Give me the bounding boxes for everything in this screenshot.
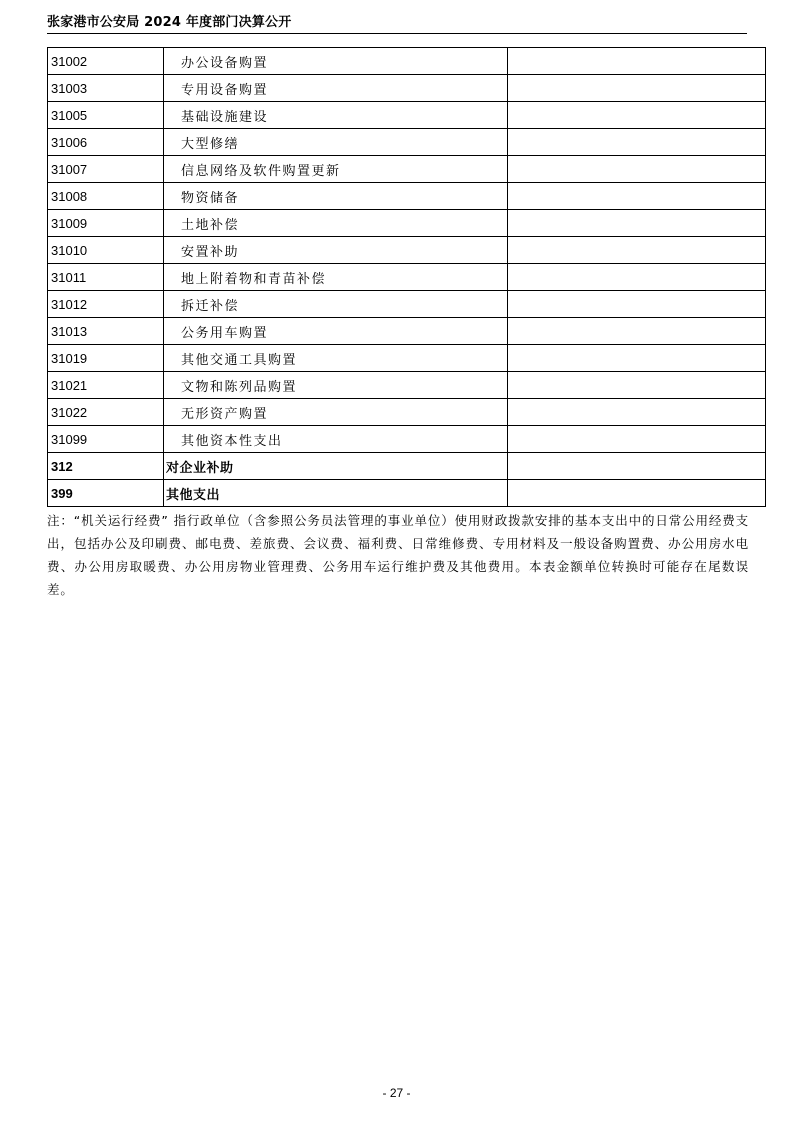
row-name: 文物和陈列品购置 [164,372,508,399]
row-amount [508,75,766,102]
table-row [48,210,766,237]
row-amount [508,237,766,264]
row-code: 31011 [48,264,164,291]
row-code: 31009 [48,210,164,237]
row-name: 其他资本性支出 [164,426,508,453]
table-row [48,291,766,318]
row-code: 312 [48,453,164,480]
row-name: 其他交通工具购置 [164,345,508,372]
table-row [48,237,766,264]
row-amount [508,426,766,453]
row-code: 31099 [48,426,164,453]
row-amount [508,453,766,480]
expenditure-table [47,47,766,507]
row-name: 对企业补助 [164,453,508,480]
row-name: 办公设备购置 [164,48,508,75]
row-amount [508,291,766,318]
row-name: 物资储备 [164,183,508,210]
table-row [48,480,766,507]
row-name: 公务用车购置 [164,318,508,345]
row-code: 31022 [48,399,164,426]
table-row [48,453,766,480]
row-amount [508,156,766,183]
row-name: 专用设备购置 [164,75,508,102]
row-code: 31012 [48,291,164,318]
row-amount [508,318,766,345]
table-row [48,129,766,156]
row-amount [508,183,766,210]
row-code: 31008 [48,183,164,210]
row-amount [508,102,766,129]
row-code: 31007 [48,156,164,183]
row-amount [508,372,766,399]
table-row [48,102,766,129]
row-code: 31013 [48,318,164,345]
table-row [48,399,766,426]
row-name: 无形资产购置 [164,399,508,426]
page-number: - 27 - [382,1086,411,1100]
table-row [48,372,766,399]
row-amount [508,48,766,75]
row-amount [508,399,766,426]
row-name: 土地补偿 [164,210,508,237]
row-name: 大型修缮 [164,129,508,156]
row-amount [508,210,766,237]
table-row [48,426,766,453]
table-row [48,345,766,372]
row-amount [508,480,766,507]
row-name: 信息网络及软件购置更新 [164,156,508,183]
row-code: 31002 [48,48,164,75]
table-row [48,264,766,291]
row-code: 399 [48,480,164,507]
row-code: 31019 [48,345,164,372]
row-code: 31003 [48,75,164,102]
row-name: 安置补助 [164,237,508,264]
table-row [48,318,766,345]
row-amount [508,129,766,156]
row-name: 其他支出 [164,480,508,507]
row-name: 拆迁补偿 [164,291,508,318]
page-header-title: 张家港市公安局 2024 年度部门决算公开 [47,15,292,30]
row-code: 31005 [48,102,164,129]
table-row [48,156,766,183]
table-body [48,48,766,507]
row-amount [508,345,766,372]
row-code: 31010 [48,237,164,264]
row-code: 31021 [48,372,164,399]
table-row [48,48,766,75]
row-name: 基础设施建设 [164,102,508,129]
row-amount [508,264,766,291]
row-name: 地上附着物和青苗补偿 [164,264,508,291]
header-divider [47,33,747,34]
table-footnote: 注：“机关运行经费” 指行政单位（含参照公务员法管理的事业单位）使用财政拨款安排的基本支出中的日常公用经费支出，包括办公及印刷费、邮电费、差旅费、会议费、福利费、日常维修费、专用材料及一般设备购置费、办公用房水电费、办公用房取暖费、办公用房物业管理费、公务用车运行维护费及其他费用。本表金额单位转换时可能存在尾数误差。 [47,513,749,597]
table-row [48,183,766,210]
row-code: 31006 [48,129,164,156]
table-row [48,75,766,102]
